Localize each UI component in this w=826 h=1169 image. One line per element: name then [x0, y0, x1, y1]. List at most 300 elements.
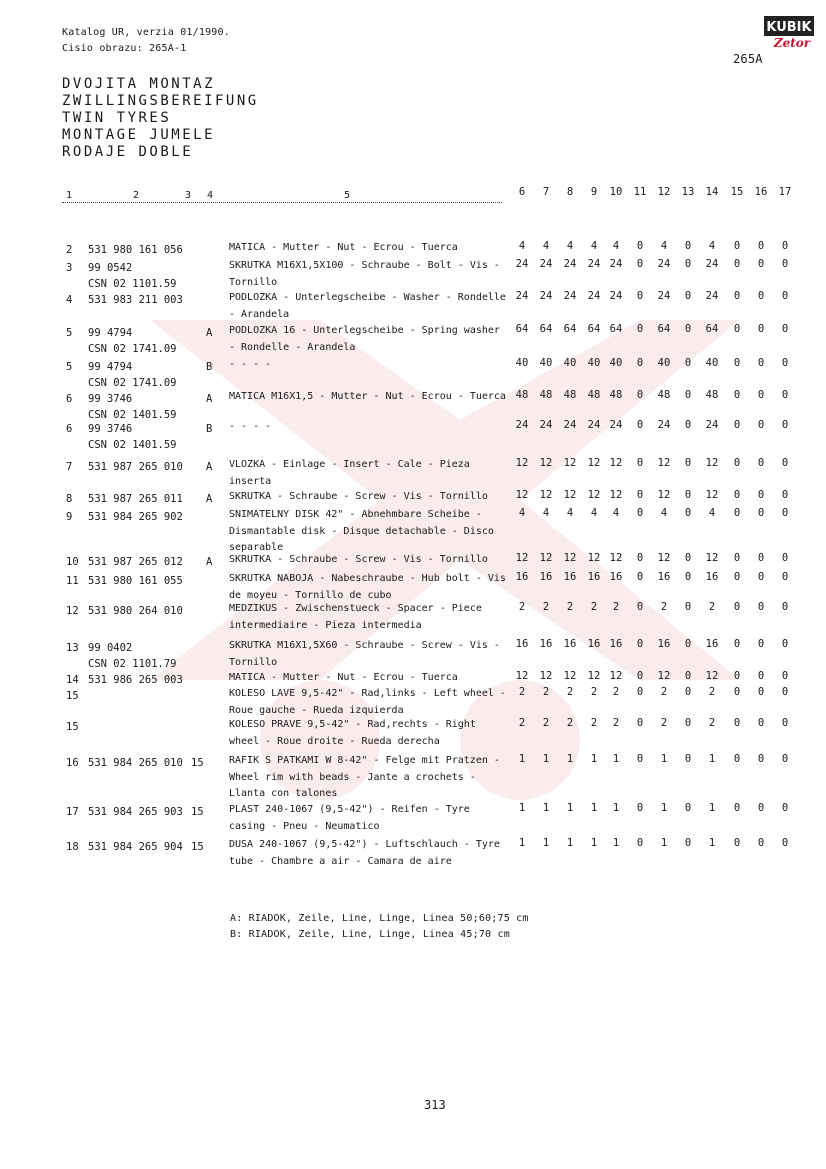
row-part-number: 99 0402 — [88, 642, 133, 654]
row-quantity: 4 — [612, 507, 620, 519]
row-description: VLOZKA - Einlage - Insert - Cale - Pieza inserta — [229, 459, 470, 487]
title-line: MONTAGE JUMELE — [62, 127, 216, 143]
row-quantity: 2 — [660, 686, 668, 698]
row-quantity: 0 — [684, 571, 692, 583]
row-position: 12 — [66, 605, 79, 617]
row-quantity: 24 — [657, 419, 671, 431]
row-quantity: 0 — [757, 571, 765, 583]
row-note: A — [206, 327, 213, 339]
row-position: 6 — [66, 423, 73, 435]
row-quantity: 0 — [684, 638, 692, 650]
row-quantity: 12 — [587, 489, 601, 501]
row-quantity: 1 — [518, 802, 526, 814]
row-part-number: 531 984 265 010 — [88, 757, 183, 769]
row-quantity: 24 — [563, 290, 577, 302]
row-part-number: 531 987 265 011 — [88, 493, 183, 505]
row-quantity: 12 — [563, 552, 577, 564]
row-quantity: 0 — [684, 507, 692, 519]
row-quantity: 0 — [636, 753, 644, 765]
row-quantity: 16 — [705, 638, 719, 650]
row-quantity: 12 — [539, 489, 553, 501]
row-quantity: 1 — [518, 837, 526, 849]
row-position: 10 — [66, 556, 79, 568]
row-quantity: 0 — [636, 457, 644, 469]
row-quantity: 64 — [539, 323, 553, 335]
row-quantity: 0 — [733, 837, 741, 849]
row-quantity: 0 — [733, 552, 741, 564]
row-quantity: 48 — [587, 389, 601, 401]
row-quantity: 0 — [733, 489, 741, 501]
row-part-number: 531 984 265 903 — [88, 806, 183, 818]
column-header-right: 13 — [681, 186, 695, 198]
row-quantity: 0 — [733, 507, 741, 519]
row-note: A — [206, 461, 213, 473]
figure-number: Cisio obrazu: 265A-1 — [62, 43, 187, 54]
row-quantity: 24 — [515, 290, 529, 302]
title-line: DVOJITA MONTAZ — [62, 76, 216, 92]
row-quantity: 24 — [657, 258, 671, 270]
row-quantity: 0 — [684, 489, 692, 501]
row-quantity: 0 — [684, 419, 692, 431]
row-description: SKRUTKA M16X1,5X60 - Schraube - Screw - Vis - Tornillo — [229, 640, 500, 668]
logo-brand-text: KUBIK — [766, 20, 812, 35]
row-quantity: 0 — [684, 290, 692, 302]
row-quantity: 0 — [733, 686, 741, 698]
row-quantity: 4 — [518, 507, 526, 519]
row-quantity: 0 — [636, 686, 644, 698]
row-quantity: 16 — [657, 638, 671, 650]
row-quantity: 0 — [781, 389, 789, 401]
row-quantity: 0 — [733, 670, 741, 682]
row-quantity: 24 — [609, 258, 623, 270]
row-quantity: 0 — [636, 571, 644, 583]
row-quantity: 0 — [781, 802, 789, 814]
row-quantity: 0 — [684, 258, 692, 270]
row-part-number: 531 984 265 902 — [88, 511, 183, 523]
row-quantity: 0 — [757, 686, 765, 698]
row-description: KOLESO PRAVE 9,5-42" - Rad,rechts - Right wheel - Roue droite - Rueda derecha — [229, 719, 476, 747]
row-quantity: 16 — [609, 638, 623, 650]
row-description: MATICA M16X1,5 - Mutter - Nut - Ecrou - Tuerca — [229, 391, 506, 402]
row-quantity: 0 — [636, 258, 644, 270]
row-quantity: 0 — [781, 670, 789, 682]
row-quantity: 64 — [657, 323, 671, 335]
row-quantity: 0 — [684, 389, 692, 401]
row-quantity: 48 — [657, 389, 671, 401]
row-quantity: 1 — [660, 802, 668, 814]
row-quantity: 24 — [539, 290, 553, 302]
row-position: 11 — [66, 575, 79, 587]
row-quantity: 16 — [563, 638, 577, 650]
row-quantity: 0 — [636, 717, 644, 729]
row-quantity: 40 — [539, 357, 553, 369]
row-description: MEDZIKUS - Zwischenstueck - Spacer - Piece intermediaire - Pieza intermedia — [229, 603, 482, 631]
row-description: SKRUTKA - Schraube - Screw - Vis - Tornillo — [229, 554, 488, 565]
row-quantity: 0 — [781, 258, 789, 270]
row-quantity: 0 — [636, 638, 644, 650]
row-reference: 15 — [191, 806, 204, 818]
row-quantity: 12 — [539, 457, 553, 469]
row-position: 2 — [66, 244, 73, 256]
row-quantity: 0 — [636, 419, 644, 431]
logo-sub-text: Zetor — [773, 36, 811, 50]
row-quantity: 2 — [590, 717, 598, 729]
row-quantity: 0 — [781, 552, 789, 564]
row-quantity: 4 — [590, 240, 598, 252]
row-description: DUSA 240-1067 (9,5-42") - Luftschlauch - Tyre tube - Chambre a air - Camara de aire — [229, 839, 500, 867]
row-quantity: 2 — [708, 686, 716, 698]
row-quantity: 2 — [708, 601, 716, 613]
row-quantity: 0 — [684, 357, 692, 369]
row-quantity: 0 — [757, 290, 765, 302]
row-quantity: 16 — [515, 638, 529, 650]
row-quantity: 24 — [609, 419, 623, 431]
row-quantity: 4 — [518, 240, 526, 252]
row-quantity: 0 — [757, 323, 765, 335]
row-position: 8 — [66, 493, 73, 505]
row-quantity: 2 — [518, 601, 526, 613]
row-quantity: 12 — [705, 489, 719, 501]
row-quantity: 1 — [542, 837, 550, 849]
row-position: 15 — [66, 690, 79, 702]
row-quantity: 16 — [515, 571, 529, 583]
row-description: SKRUTKA - Schraube - Screw - Vis - Tornillo — [229, 491, 488, 502]
row-quantity: 2 — [542, 686, 550, 698]
row-quantity: 0 — [636, 489, 644, 501]
row-quantity: 0 — [684, 552, 692, 564]
column-header-right: 11 — [633, 186, 647, 198]
row-position: 6 — [66, 393, 73, 405]
row-quantity: 0 — [636, 552, 644, 564]
row-quantity: 0 — [636, 240, 644, 252]
row-quantity: 0 — [684, 323, 692, 335]
row-quantity: 1 — [660, 837, 668, 849]
row-quantity: 48 — [609, 389, 623, 401]
column-header-right: 7 — [542, 186, 550, 198]
row-note: A — [206, 493, 213, 505]
row-quantity: 1 — [566, 753, 574, 765]
row-part-number: 531 984 265 904 — [88, 841, 183, 853]
row-quantity: 2 — [612, 717, 620, 729]
row-quantity: 12 — [657, 552, 671, 564]
kubik-zetor-logo — [762, 14, 816, 52]
row-quantity: 0 — [636, 357, 644, 369]
row-description: SKRUTKA NABOJA - Nabeschraube - Hub bolt - Vis de moyeu - Tornillo de cubo — [229, 573, 506, 601]
row-quantity: 0 — [757, 357, 765, 369]
row-quantity: 1 — [612, 837, 620, 849]
row-quantity: 0 — [684, 802, 692, 814]
row-csn-standard: CSN 02 1741.09 — [88, 377, 177, 389]
row-quantity: 4 — [708, 507, 716, 519]
row-quantity: 1 — [590, 802, 598, 814]
row-quantity: 24 — [587, 290, 601, 302]
row-position: 14 — [66, 674, 79, 686]
row-quantity: 12 — [539, 670, 553, 682]
row-position: 18 — [66, 841, 79, 853]
row-part-number: 531 980 161 055 — [88, 575, 183, 587]
row-part-number: 531 987 265 012 — [88, 556, 183, 568]
row-quantity: 4 — [660, 507, 668, 519]
row-position: 16 — [66, 757, 79, 769]
row-quantity: 0 — [733, 357, 741, 369]
column-header-right: 8 — [566, 186, 574, 198]
row-quantity: 40 — [705, 357, 719, 369]
row-quantity: 2 — [612, 686, 620, 698]
column-header-left: 3 — [185, 190, 192, 201]
row-quantity: 12 — [563, 457, 577, 469]
row-description: RAFIK S PATKAMI W 8-42" - Felge mit Pratzen - Wheel rim with beads - Jante a crochets - Llanta con talones — [229, 755, 500, 800]
row-quantity: 2 — [590, 686, 598, 698]
row-quantity: 1 — [708, 837, 716, 849]
row-quantity: 0 — [636, 323, 644, 335]
row-quantity: 64 — [563, 323, 577, 335]
row-quantity: 4 — [590, 507, 598, 519]
page-number: 313 — [424, 1098, 446, 1112]
row-quantity: 16 — [705, 571, 719, 583]
row-quantity: 40 — [515, 357, 529, 369]
row-quantity: 0 — [757, 489, 765, 501]
page-code: 265A — [733, 52, 763, 66]
row-quantity: 0 — [781, 457, 789, 469]
row-description: SKRUTKA M16X1,5X100 - Schraube - Bolt - Vis - Tornillo — [229, 260, 500, 288]
row-quantity: 16 — [563, 571, 577, 583]
row-quantity: 2 — [566, 601, 574, 613]
row-quantity: 64 — [515, 323, 529, 335]
row-quantity: 12 — [705, 552, 719, 564]
row-quantity: 0 — [733, 389, 741, 401]
row-quantity: 24 — [657, 290, 671, 302]
row-quantity: 0 — [733, 457, 741, 469]
row-quantity: 0 — [684, 457, 692, 469]
row-quantity: 0 — [781, 507, 789, 519]
row-quantity: 40 — [657, 357, 671, 369]
row-quantity: 0 — [733, 323, 741, 335]
row-quantity: 0 — [757, 507, 765, 519]
row-quantity: 0 — [757, 240, 765, 252]
row-quantity: 12 — [609, 552, 623, 564]
row-quantity: 0 — [636, 507, 644, 519]
row-quantity: 1 — [612, 802, 620, 814]
row-quantity: 0 — [757, 258, 765, 270]
row-description: - - - - — [229, 359, 272, 370]
row-quantity: 4 — [660, 240, 668, 252]
row-quantity: 12 — [657, 489, 671, 501]
row-part-number: 99 4794 — [88, 327, 133, 339]
row-quantity: 16 — [587, 638, 601, 650]
row-quantity: 1 — [660, 753, 668, 765]
row-quantity: 12 — [657, 457, 671, 469]
row-quantity: 0 — [781, 638, 789, 650]
row-note: B — [206, 423, 213, 435]
row-quantity: 12 — [587, 552, 601, 564]
title-line: TWIN TYRES — [62, 110, 172, 126]
row-quantity: 2 — [708, 717, 716, 729]
title-line: RODAJE DOBLE — [62, 144, 194, 160]
row-quantity: 1 — [542, 802, 550, 814]
row-quantity: 4 — [708, 240, 716, 252]
row-quantity: 0 — [733, 571, 741, 583]
row-quantity: 0 — [781, 419, 789, 431]
row-position: 15 — [66, 721, 79, 733]
row-quantity: 4 — [566, 240, 574, 252]
row-quantity: 0 — [757, 638, 765, 650]
column-header-left: 1 — [66, 190, 73, 201]
row-quantity: 2 — [518, 686, 526, 698]
row-part-number: 531 980 264 010 — [88, 605, 183, 617]
row-quantity: 0 — [684, 753, 692, 765]
catalog-version: Katalog UR, verzia 01/1990. — [62, 27, 230, 38]
row-quantity: 1 — [542, 753, 550, 765]
row-quantity: 12 — [587, 670, 601, 682]
row-position: 4 — [66, 294, 73, 306]
column-header-right: 6 — [518, 186, 526, 198]
row-quantity: 0 — [757, 717, 765, 729]
row-reference: 15 — [191, 757, 204, 769]
row-quantity: 0 — [733, 638, 741, 650]
row-part-number: 99 4794 — [88, 361, 133, 373]
row-quantity: 0 — [733, 802, 741, 814]
row-quantity: 0 — [781, 323, 789, 335]
row-quantity: 0 — [781, 357, 789, 369]
row-quantity: 0 — [636, 389, 644, 401]
row-quantity: 12 — [587, 457, 601, 469]
row-description: KOLESO LAVE 9,5-42" - Rad,links - Left wheel - Roue gauche - Rueda izquierda — [229, 688, 506, 716]
column-header-right: 16 — [754, 186, 768, 198]
row-quantity: 0 — [757, 802, 765, 814]
row-quantity: 0 — [781, 571, 789, 583]
row-quantity: 64 — [705, 323, 719, 335]
row-description: PODLOZKA - Unterlegscheibe - Washer - Rondelle - Arandela — [229, 292, 506, 320]
row-quantity: 0 — [757, 837, 765, 849]
row-quantity: 12 — [705, 670, 719, 682]
row-quantity: 0 — [733, 717, 741, 729]
row-quantity: 0 — [733, 258, 741, 270]
row-quantity: 2 — [542, 601, 550, 613]
row-quantity: 12 — [657, 670, 671, 682]
footnote-a: A: RIADOK, Zeile, Line, Linge, Linea 50;60;75 cm — [230, 913, 529, 924]
title-line: ZWILLINGSBEREIFUNG — [62, 93, 259, 109]
row-quantity: 0 — [781, 753, 789, 765]
row-quantity: 0 — [684, 240, 692, 252]
row-description: SNIMATELNY DISK 42" - Abnehmbare Scheibe - Dismantable disk - Disque detachable - Disco separable — [229, 509, 494, 554]
row-quantity: 24 — [515, 258, 529, 270]
row-position: 13 — [66, 642, 79, 654]
row-quantity: 48 — [705, 389, 719, 401]
row-quantity: 0 — [636, 601, 644, 613]
row-quantity: 0 — [781, 717, 789, 729]
row-quantity: 0 — [684, 837, 692, 849]
row-quantity: 2 — [590, 601, 598, 613]
column-header-right: 12 — [657, 186, 671, 198]
row-quantity: 1 — [612, 753, 620, 765]
footnote-b: B: RIADOK, Zeile, Line, Linge, Linea 45;70 cm — [230, 929, 510, 940]
row-quantity: 2 — [542, 717, 550, 729]
row-quantity: 12 — [705, 457, 719, 469]
row-reference: 15 — [191, 841, 204, 853]
row-quantity: 2 — [518, 717, 526, 729]
column-header-left: 2 — [133, 190, 140, 201]
row-quantity: 2 — [566, 717, 574, 729]
row-quantity: 24 — [705, 419, 719, 431]
row-quantity: 48 — [563, 389, 577, 401]
row-quantity: 64 — [609, 323, 623, 335]
row-quantity: 0 — [757, 601, 765, 613]
row-quantity: 0 — [636, 802, 644, 814]
row-quantity: 40 — [587, 357, 601, 369]
row-quantity: 24 — [587, 419, 601, 431]
row-quantity: 0 — [781, 601, 789, 613]
row-quantity: 48 — [539, 389, 553, 401]
row-quantity: 16 — [587, 571, 601, 583]
row-part-number: 531 980 161 056 — [88, 244, 183, 256]
row-part-number: 99 3746 — [88, 393, 133, 405]
column-header-right: 9 — [590, 186, 598, 198]
row-quantity: 0 — [636, 290, 644, 302]
row-quantity: 24 — [609, 290, 623, 302]
row-quantity: 12 — [515, 489, 529, 501]
row-quantity: 0 — [757, 552, 765, 564]
row-quantity: 24 — [587, 258, 601, 270]
row-position: 9 — [66, 511, 73, 523]
row-quantity: 0 — [781, 837, 789, 849]
row-note: A — [206, 556, 213, 568]
row-note: A — [206, 393, 213, 405]
row-quantity: 2 — [660, 717, 668, 729]
row-quantity: 16 — [539, 571, 553, 583]
row-description: MATICA - Mutter - Nut - Ecrou - Tuerca — [229, 672, 458, 683]
row-quantity: 4 — [612, 240, 620, 252]
row-quantity: 0 — [781, 240, 789, 252]
row-csn-standard: CSN 02 1401.59 — [88, 409, 177, 421]
row-quantity: 0 — [757, 419, 765, 431]
row-quantity: 12 — [609, 489, 623, 501]
row-csn-standard: CSN 02 1101.59 — [88, 278, 177, 290]
row-quantity: 0 — [636, 670, 644, 682]
row-note: B — [206, 361, 213, 373]
row-part-number: 99 0542 — [88, 262, 133, 274]
row-quantity: 0 — [781, 290, 789, 302]
row-csn-standard: CSN 02 1101.79 — [88, 658, 177, 670]
row-position: 5 — [66, 361, 73, 373]
row-position: 17 — [66, 806, 79, 818]
row-csn-standard: CSN 02 1401.59 — [88, 439, 177, 451]
row-quantity: 0 — [684, 601, 692, 613]
row-quantity: 2 — [660, 601, 668, 613]
row-quantity: 12 — [515, 670, 529, 682]
row-part-number: 531 983 211 003 — [88, 294, 183, 306]
row-quantity: 24 — [705, 258, 719, 270]
row-quantity: 12 — [515, 457, 529, 469]
row-quantity: 12 — [563, 670, 577, 682]
row-quantity: 4 — [542, 507, 550, 519]
column-header-left: 5 — [344, 190, 351, 201]
row-quantity: 16 — [539, 638, 553, 650]
row-quantity: 24 — [515, 419, 529, 431]
row-quantity: 12 — [609, 670, 623, 682]
row-quantity: 1 — [518, 753, 526, 765]
row-quantity: 0 — [733, 601, 741, 613]
row-quantity: 0 — [757, 389, 765, 401]
row-quantity: 1 — [590, 753, 598, 765]
row-quantity: 0 — [757, 753, 765, 765]
row-quantity: 0 — [757, 670, 765, 682]
row-quantity: 24 — [563, 258, 577, 270]
row-quantity: 1 — [590, 837, 598, 849]
row-quantity: 12 — [539, 552, 553, 564]
row-quantity: 0 — [781, 489, 789, 501]
row-quantity: 24 — [705, 290, 719, 302]
column-header-right: 14 — [705, 186, 719, 198]
